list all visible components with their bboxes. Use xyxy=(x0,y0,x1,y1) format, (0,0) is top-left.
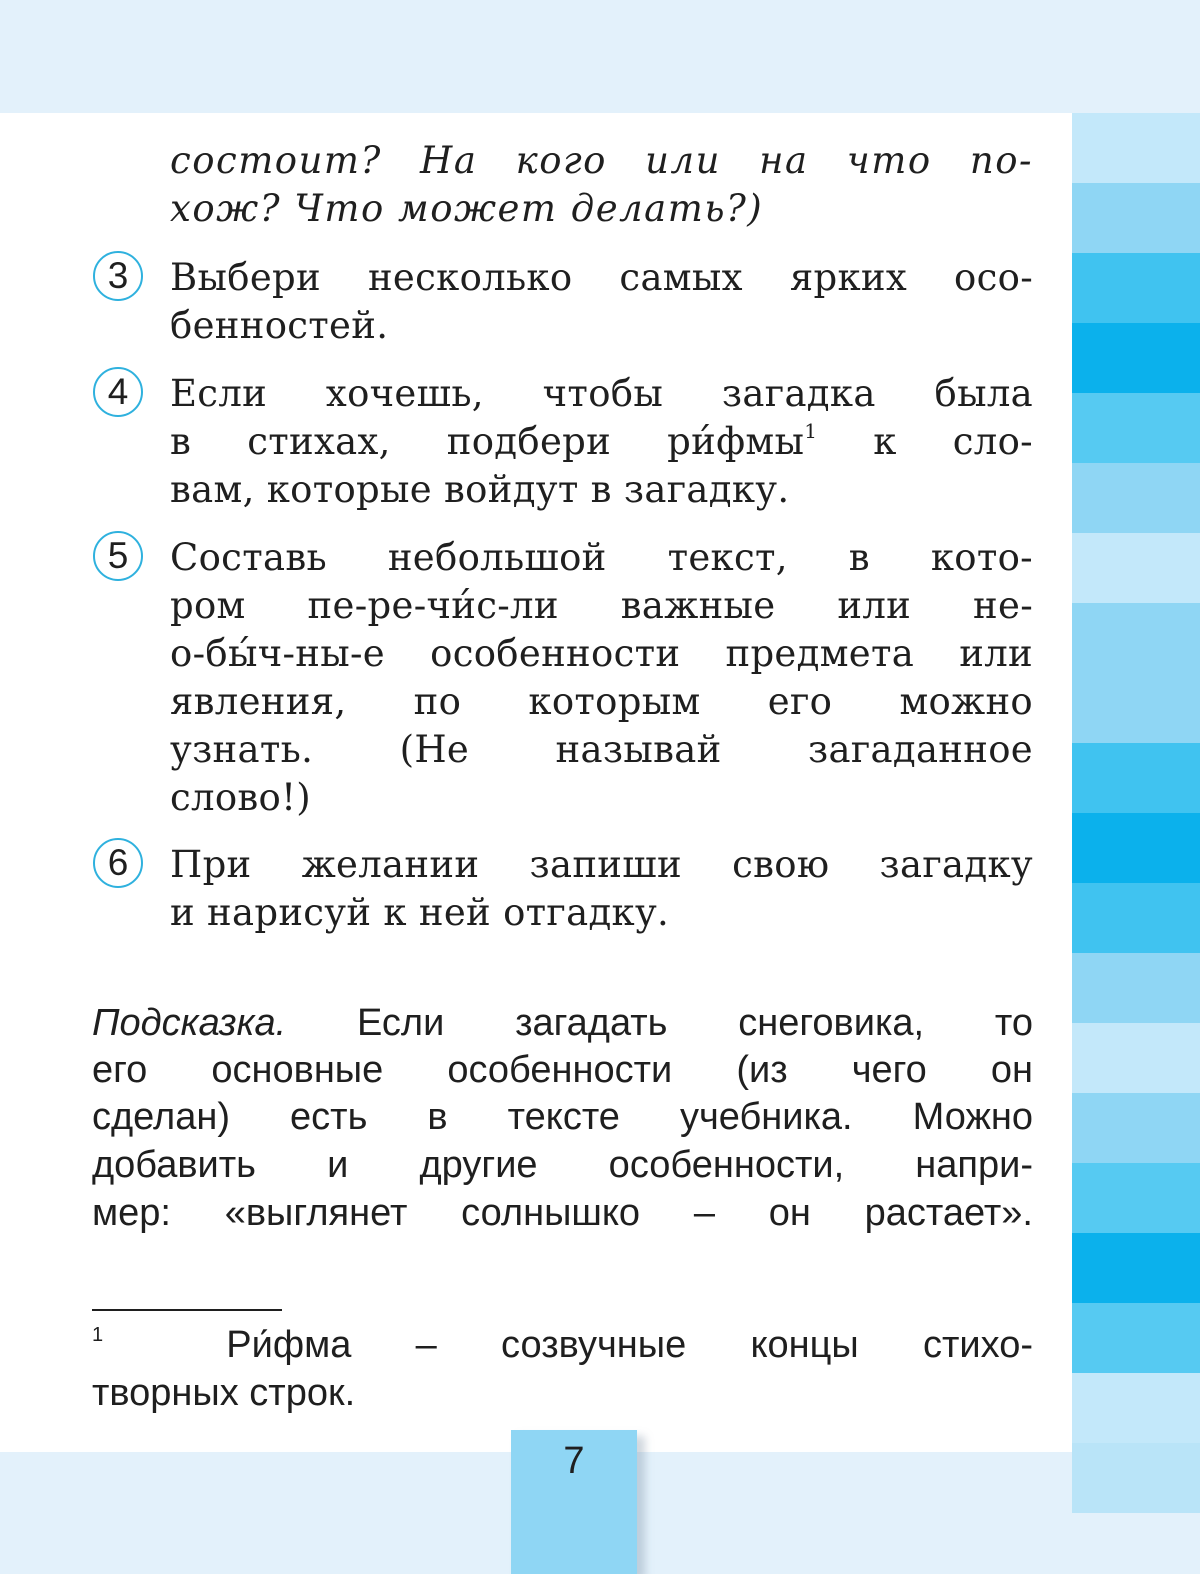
stripe-16 xyxy=(1072,1163,1200,1233)
stripe-19 xyxy=(1072,1373,1200,1443)
stripe-10 xyxy=(1072,743,1200,813)
step-5-line-3: о-бы́ч-ны-е особенности предмета или xyxy=(170,632,1033,675)
stripe-2 xyxy=(1072,183,1200,253)
footnote-line-2: творных строк. xyxy=(92,1372,356,1414)
hint-line-1 xyxy=(92,999,1033,1047)
step-5-line-5: узнать. (Не называй загаданное xyxy=(170,728,1033,771)
step-4-line-1: Если хочешь, чтобы загадка была xyxy=(170,372,1033,415)
step-number-6: 6 xyxy=(93,838,143,888)
footnote-text: Ри́фма – созвучные концы стихо- xyxy=(162,1324,1033,1366)
step-3-line-2: бенностей. xyxy=(170,304,389,347)
step-4-line-2-after: к сло- xyxy=(817,420,1033,463)
hint-line-3: сделан) есть в тексте учебника. Можно xyxy=(92,1096,1033,1138)
stripe-3 xyxy=(1072,253,1200,323)
stripe-7 xyxy=(1072,533,1200,603)
intro-line-1: состоит? На кого или на что по- xyxy=(170,139,1033,182)
hint-line-5: мер: «выглянет солнышко – он растает». xyxy=(92,1192,1033,1234)
hint-line-2: его основные особенности (из чего он xyxy=(92,1049,1033,1091)
stripe-9 xyxy=(1072,673,1200,743)
stripe-1 xyxy=(1072,113,1200,183)
step-3-line-1: Выбери несколько самых ярких осо- xyxy=(170,256,1033,299)
stripe-17 xyxy=(1072,1233,1200,1303)
step-4-line-2-before: в стихах, подбери ри́фмы xyxy=(170,420,805,463)
stripe-4 xyxy=(1072,323,1200,393)
step-4-line-2 xyxy=(170,418,1033,466)
step-5-line-4: явления, по которым его можно xyxy=(170,680,1033,723)
footnote-marker: 1 xyxy=(92,1324,104,1346)
decorative-stripes xyxy=(1072,113,1200,1452)
step-4-line-3: вам, которые войдут в загадку. xyxy=(170,468,790,511)
stripe-12 xyxy=(1072,883,1200,953)
step-number-5: 5 xyxy=(93,531,143,581)
stripe-20 xyxy=(1072,1443,1200,1513)
step-6-line-2: и нарисуй к ней отгадку. xyxy=(170,891,670,934)
intro-line-2: хож? Что может делать?) xyxy=(170,187,764,230)
stripe-15 xyxy=(1072,1093,1200,1163)
stripe-13 xyxy=(1072,953,1200,1023)
page-number-box xyxy=(511,1430,637,1574)
hint-label: Подсказка. xyxy=(92,1002,287,1044)
hint-line-1-rest: Если загадать снеговика, то xyxy=(286,1002,1033,1044)
stripe-11 xyxy=(1072,813,1200,883)
step-number-3: 3 xyxy=(93,251,143,301)
footnote-line-1 xyxy=(92,1321,1033,1369)
stripe-18 xyxy=(1072,1303,1200,1373)
step-5-line-2: ром пе-ре-чи́с-ли важные или не- xyxy=(170,584,1033,627)
footnote-rule xyxy=(92,1309,282,1311)
top-band xyxy=(0,0,1200,113)
hint-line-4: добавить и другие особенности, напри- xyxy=(92,1144,1033,1186)
step-5-line-1: Составь небольшой текст, в кото- xyxy=(170,536,1033,579)
stripe-8 xyxy=(1072,603,1200,673)
step-5-line-6: слово!) xyxy=(170,776,312,819)
footnote-reference: 1 xyxy=(804,419,818,443)
stripe-6 xyxy=(1072,463,1200,533)
step-6-line-1: При желании запиши свою загадку xyxy=(170,843,1033,886)
page-number: 7 xyxy=(563,1440,585,1482)
stripe-5 xyxy=(1072,393,1200,463)
stripe-14 xyxy=(1072,1023,1200,1093)
step-number-4: 4 xyxy=(93,367,143,417)
